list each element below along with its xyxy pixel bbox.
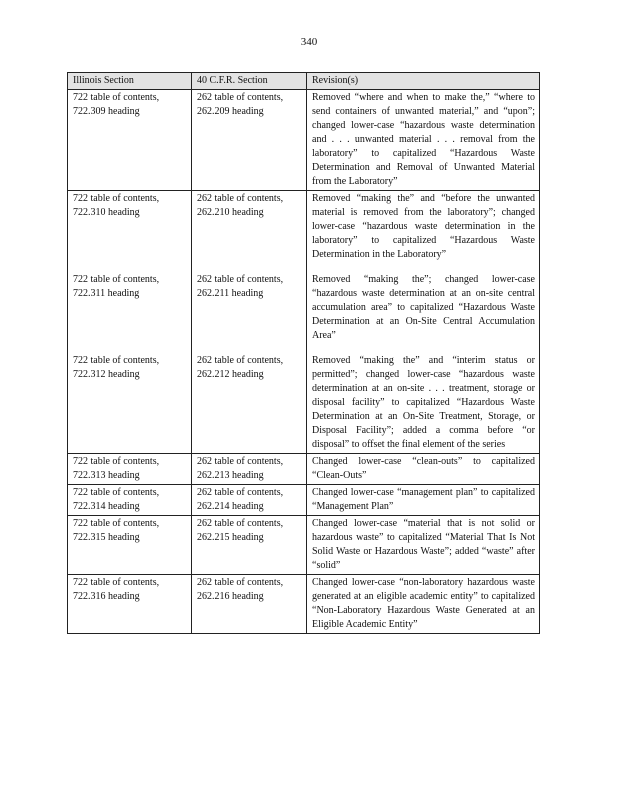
illinois-section-line: 722.314 heading: [73, 501, 140, 512]
cfr-section-line: 262.216 heading: [197, 591, 264, 602]
cfr-section-line: 262 table of contents,: [197, 193, 284, 204]
table-row: [68, 263, 540, 344]
illinois-section-line: 722 table of contents,: [73, 355, 160, 366]
illinois-section-line: 722.316 heading: [73, 591, 140, 602]
cfr-section-line: 262 table of contents,: [197, 456, 284, 467]
illinois-section-cell: [68, 516, 192, 575]
cfr-section-cell: [192, 516, 307, 575]
cfr-section-line: 262.211 heading: [197, 288, 264, 299]
cfr-section-line: 262 table of contents,: [197, 274, 284, 285]
table-row: [68, 191, 540, 264]
header-illinois-section: Illinois Section: [68, 73, 192, 90]
cfr-section-line: 262 table of contents,: [197, 518, 284, 529]
revision-cell: Changed lower-case “clean-outs” to capitalized “Clean-Outs”: [307, 454, 540, 485]
cfr-section-line: 262 table of contents,: [197, 92, 284, 103]
table-row: [68, 575, 540, 634]
illinois-section-line: 722 table of contents,: [73, 487, 160, 498]
cfr-section-cell: [192, 485, 307, 516]
table-row: [68, 344, 540, 454]
cfr-section-line: 262.209 heading: [197, 106, 264, 117]
illinois-section-line: 722.311 heading: [73, 288, 140, 299]
cfr-section-cell: [192, 575, 307, 634]
revision-cell: Removed “making the” and “interim status or permitted”; changed lower-case “hazardous waste determination at an on-site . . . treatment, storage or disposal facility” to capitalized “Hazardous Waste Determination at an On-Site Treatment, Storage, or Disposal Facility”; added a comma before “or disposal” to offset the final element of the series: [307, 344, 540, 454]
revision-cell: Changed lower-case “management plan” to capitalized “Management Plan”: [307, 485, 540, 516]
cfr-section-cell: [192, 191, 307, 264]
illinois-section-line: 722 table of contents,: [73, 274, 160, 285]
cfr-section-line: 262 table of contents,: [197, 355, 284, 366]
cfr-section-cell: [192, 344, 307, 454]
illinois-section-line: 722 table of contents,: [73, 456, 160, 467]
illinois-section-line: 722 table of contents,: [73, 193, 160, 204]
revision-cell: Removed “where and when to make the,” “where to send containers of unwanted material,” and “upon”; changed lower-case “hazardous waste determination and . . . unwanted material . . . removal from the laboratory” to capitalized “Hazardous Waste Determination and Removal of Unwanted Material from the Laboratory”: [307, 90, 540, 191]
revisions-table: [67, 72, 540, 634]
table-row: [68, 90, 540, 191]
table-header-row: [68, 73, 540, 90]
cfr-section-line: 262.214 heading: [197, 501, 264, 512]
header-revisions: Revision(s): [307, 73, 540, 90]
revisions-table-container: [67, 72, 539, 634]
illinois-section-line: 722.313 heading: [73, 470, 140, 481]
illinois-section-line: 722 table of contents,: [73, 518, 160, 529]
cfr-section-line: 262.213 heading: [197, 470, 264, 481]
illinois-section-cell: [68, 344, 192, 454]
cfr-section-line: 262.210 heading: [197, 207, 264, 218]
cfr-section-line: 262 table of contents,: [197, 487, 284, 498]
revision-cell: Changed lower-case “material that is not solid or hazardous waste” to capitalized “Material That Is Not Solid Waste or Hazardous Waste”; added “waste” after “solid”: [307, 516, 540, 575]
illinois-section-line: 722 table of contents,: [73, 577, 160, 588]
revision-cell: Removed “making the” and “before the unwanted material is removed from the laboratory”; changed lower-case “hazardous waste determination in the laboratory” to capitalized “Hazardous Waste Determination in the Laboratory”: [307, 191, 540, 264]
illinois-section-cell: [68, 90, 192, 191]
illinois-section-line: 722.309 heading: [73, 106, 140, 117]
illinois-section-line: 722.312 heading: [73, 369, 140, 380]
cfr-section-cell: [192, 263, 307, 344]
cfr-section-line: 262.215 heading: [197, 532, 264, 543]
revision-cell: Changed lower-case “non-laboratory hazardous waste generated at an eligible academic entity” to capitalized “Non-Laboratory Hazardous Waste Generated at an Eligible Academic Entity”: [307, 575, 540, 634]
header-cfr-section: 40 C.F.R. Section: [192, 73, 307, 90]
illinois-section-cell: [68, 454, 192, 485]
illinois-section-cell: [68, 191, 192, 264]
illinois-section-line: 722.310 heading: [73, 207, 140, 218]
illinois-section-cell: [68, 575, 192, 634]
page-number: 340: [300, 36, 318, 48]
cfr-section-cell: [192, 90, 307, 191]
table-row: [68, 516, 540, 575]
cfr-section-line: 262.212 heading: [197, 369, 264, 380]
cfr-section-line: 262 table of contents,: [197, 577, 284, 588]
cfr-section-cell: [192, 454, 307, 485]
illinois-section-cell: [68, 263, 192, 344]
illinois-section-line: 722.315 heading: [73, 532, 140, 543]
revision-cell: Removed “making the”; changed lower-case “hazardous waste determination at an on-site central accumulation area” to capitalized “Hazardous Waste Determination at an On-Site Central Accumulation Area”: [307, 263, 540, 344]
illinois-section-cell: [68, 485, 192, 516]
table-row: [68, 454, 540, 485]
table-row: [68, 485, 540, 516]
illinois-section-line: 722 table of contents,: [73, 92, 160, 103]
